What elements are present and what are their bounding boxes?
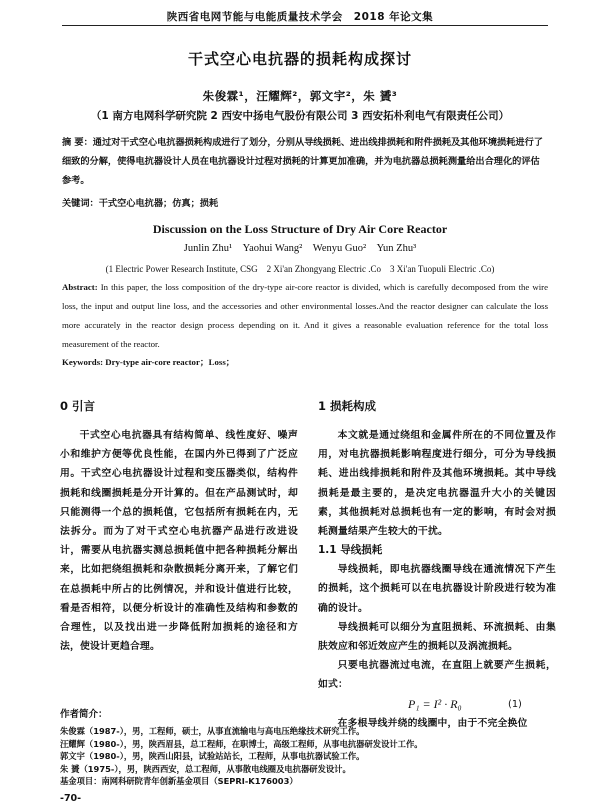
keywords-en-label: Keywords: (62, 357, 104, 367)
authors-en: Junlin Zhu¹ Yaohui Wang² Wenyu Guo² Yun Zhu³ (183, 243, 417, 254)
title-en: Discussion on the Loss Structure of Dry Air Core Reactor (152, 222, 448, 236)
keywords-en (62, 355, 548, 368)
footnote-line: 汪耀辉（1980-），男，陕西眉县，总工程师，在职博士，高级工程师，从事电抗器研发设计工作。 (60, 738, 423, 749)
section-1-heading: 1 损耗构成 (318, 399, 377, 413)
section-0-heading: 0 引言 (60, 399, 96, 413)
footnote-line: 郭文宇（1980-），男，陕西山阳县，试验站站长，工程师，从事电抗器试验工作。 (60, 751, 365, 762)
column-right (318, 398, 556, 733)
abstract-en (62, 278, 548, 354)
column-left (60, 398, 298, 656)
title-cn: 干式空心电抗器的损耗构成探讨 (187, 50, 412, 68)
footnote-line: 朱俊霖（1987-），男，工程师，硕士，从事直流输电与高电压绝缘技术研究工作。 (60, 726, 365, 736)
affiliation-en: (1 Electric Power Research Institute, CSG 2 Xi'an Zhongyang Electric .Co 3 Xi'an Tuopuli Electric .Co) (105, 264, 495, 274)
affiliation-cn: （1 南方电网科学研究院 2 西安中扬电气股份有限公司 3 西安拓朴利电气有限责任公司） (90, 110, 510, 122)
section-0-paragraph: 干式空心电抗器具有结构简单、线性度好、噪声小和维护方便等优良性能，在国内外已得到了广泛应用。干式空心电抗器设计过程和变压器类似，结构件损耗和线圈损耗是分开计算的。但在产品测试时，却只能测得一个总的损耗值，它包括所有损耗在内，无法拆分。而为了对干式空心电抗器产品进行改进设计，需要从电抗器实测总损耗值中把各种损耗分解出来，比如把绕组损耗和杂散损耗分离开来，了解它们在总损耗中所占的比例情况，并和设计值进行比较，看是否相符，以便分析设计的准确性及结构和参数的合理性，以及找出进一步降低附加损耗的途径和方法，使设计更趋合理。 (60, 430, 298, 653)
header-rule (62, 25, 548, 26)
abstract-cn (62, 133, 548, 190)
section-1-1-paragraph-2: 导线损耗可以细分为直阻损耗、环流损耗、由集肤效应和邻近效应产生的损耗以及涡流损耗。 (318, 621, 556, 653)
keywords-en-text: Dry-type air-core reactor；Loss； (105, 357, 235, 367)
section-1-paragraph: 本文就是通过绕组和金属件所在的不同位置及作用，对电抗器损耗影响程度进行细分，可分为导线损耗、进出线排损耗和附件及其他环境损耗。其中导线损耗是最主要的，是决定电抗器温升大小的关键因素，其他损耗对总损耗也有一定的影响，有时会对损耗测量结果产生较大的干扰。 (318, 430, 556, 538)
equation-1-number: (1) (508, 698, 522, 710)
footnote-funding: 基金项目：南网科研院青年创新基金项目（SEPRI-K176003） (60, 776, 298, 787)
section-1-1-heading: 1.1 导线损耗 (318, 544, 383, 557)
footnote-line: 朱 贇（1975-），男，陕西西安，总工程师，从事散电线圈及电抗器研发设计。 (60, 763, 351, 774)
footnotes (60, 706, 560, 788)
page-number: -70- (60, 793, 82, 804)
running-header: 陕西省电网节能与电能质量技术学会 2018 年论文集 (166, 11, 434, 23)
abstract-cn-text: 通过对干式空心电抗器损耗构成进行了划分，分别从导线损耗、进出线排损耗和附件损耗及其他环境损耗进行了细致的分解，使得电抗器设计人员在电抗器设计过程对损耗的计算更加准确，并为电抗器总损耗测量给出合理化的评估参考。 (62, 137, 543, 186)
section-1-1-paragraph-1: 导线损耗，即电抗器线圈导线在通流情况下产生的损耗，这个损耗可以在电抗器设计阶段进行较为准确的设计。 (318, 564, 556, 614)
abstract-en-label: Abstract: (62, 282, 98, 292)
authors-cn: 朱俊霖¹，汪耀辉²，郭文宇²，朱 贇³ (202, 89, 398, 103)
keywords-cn-label: 关键词： (62, 198, 99, 209)
keywords-cn (62, 195, 548, 209)
keywords-cn-text: 干式空心电抗器；仿真；损耗 (98, 198, 219, 209)
abstract-cn-label: 摘 要： (62, 137, 93, 148)
equation-1-formula: P₁ = I² · R₀ (408, 696, 462, 711)
footnote-title: 作者简介： (60, 709, 108, 720)
abstract-en-text: In this paper, the loss composition of the dry-type air-core reactor is divided, which is carefully decomposed from the wire loss, the input and output line loss, and the accessories and other environmental losses.And the reactor designer can calculate the loss more accurately in the reactor design process depending on it. And it gives a reasonable evaluation reference for the total loss measurement of the reactor. (62, 282, 549, 349)
section-1-1-paragraph-3: 只要电抗器流过电流，在直阻上就要产生损耗，如式： (318, 660, 556, 691)
section-1-1-paragraph-4: 在多根导线并绕的线圈中，由于不完全换位 (337, 717, 528, 729)
